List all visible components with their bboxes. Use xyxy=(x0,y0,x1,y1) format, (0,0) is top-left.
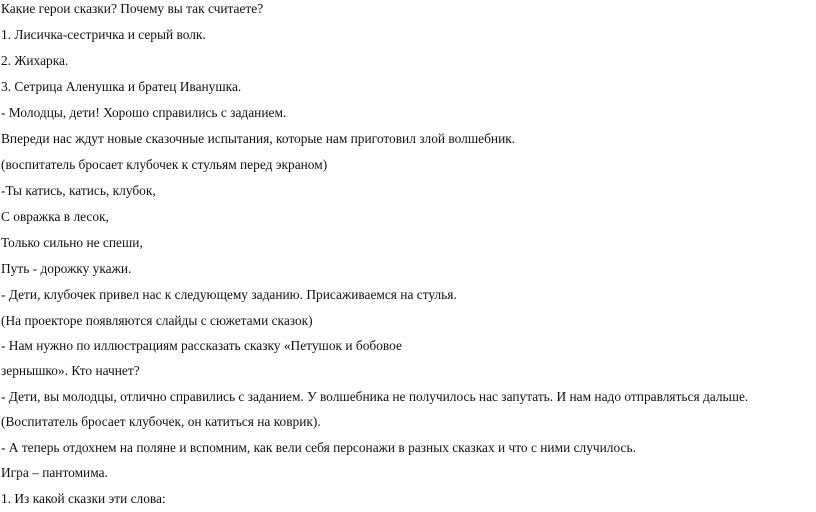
text-line: (Воспитатель бросает клубочек, он катиться на коврик). xyxy=(1,414,321,429)
text-line: Только сильно не спеши, xyxy=(1,235,143,250)
text-line: 1. Из какой сказки эти слова: xyxy=(1,491,166,506)
text-line: 3. Сетрица Аленушка и братец Иванушка. xyxy=(1,79,242,94)
text-line: Впереди нас ждут новые сказочные испытания, которые нам приготовил злой волшебник. xyxy=(1,131,516,146)
text-line: зернышко». Кто начнет? xyxy=(1,363,140,378)
text-line: -Ты катись, катись, клубок, xyxy=(1,183,156,198)
text-line: - Дети, вы молодцы, отлично справились с заданием. У волшебника не получилось нас запутать. И нам надо отправляться дальше. xyxy=(1,389,749,404)
text-line: С овражка в лесок, xyxy=(1,209,109,224)
text-line: 2. Жихарка. xyxy=(1,53,69,68)
text-line: - Нам нужно по иллюстрациям рассказать сказку «Петушок и бобовое xyxy=(1,338,402,353)
text-line: (На проекторе появляются слайды с сюжетами сказок) xyxy=(1,313,313,328)
text-line: - Дети, клубочек привел нас к следующему заданию. Присаживаемся на стулья. xyxy=(1,287,457,302)
text-line: Путь - дорожку укажи. xyxy=(1,261,132,276)
text-line: (воспитатель бросает клубочек к стульям перед экраном) xyxy=(1,157,328,172)
text-line: Какие герои сказки? Почему вы так считаете? xyxy=(1,1,264,16)
text-line: - А теперь отдохнем на поляне и вспомним, как вели себя персонажи в разных сказках и что с ними случилось. xyxy=(1,440,636,455)
text-line: Игра – пантомима. xyxy=(1,465,108,480)
text-line: 1. Лисичка-сестричка и серый волк. xyxy=(1,27,206,42)
text-line: - Молодцы, дети! Хорошо справились с заданием. xyxy=(1,105,287,120)
